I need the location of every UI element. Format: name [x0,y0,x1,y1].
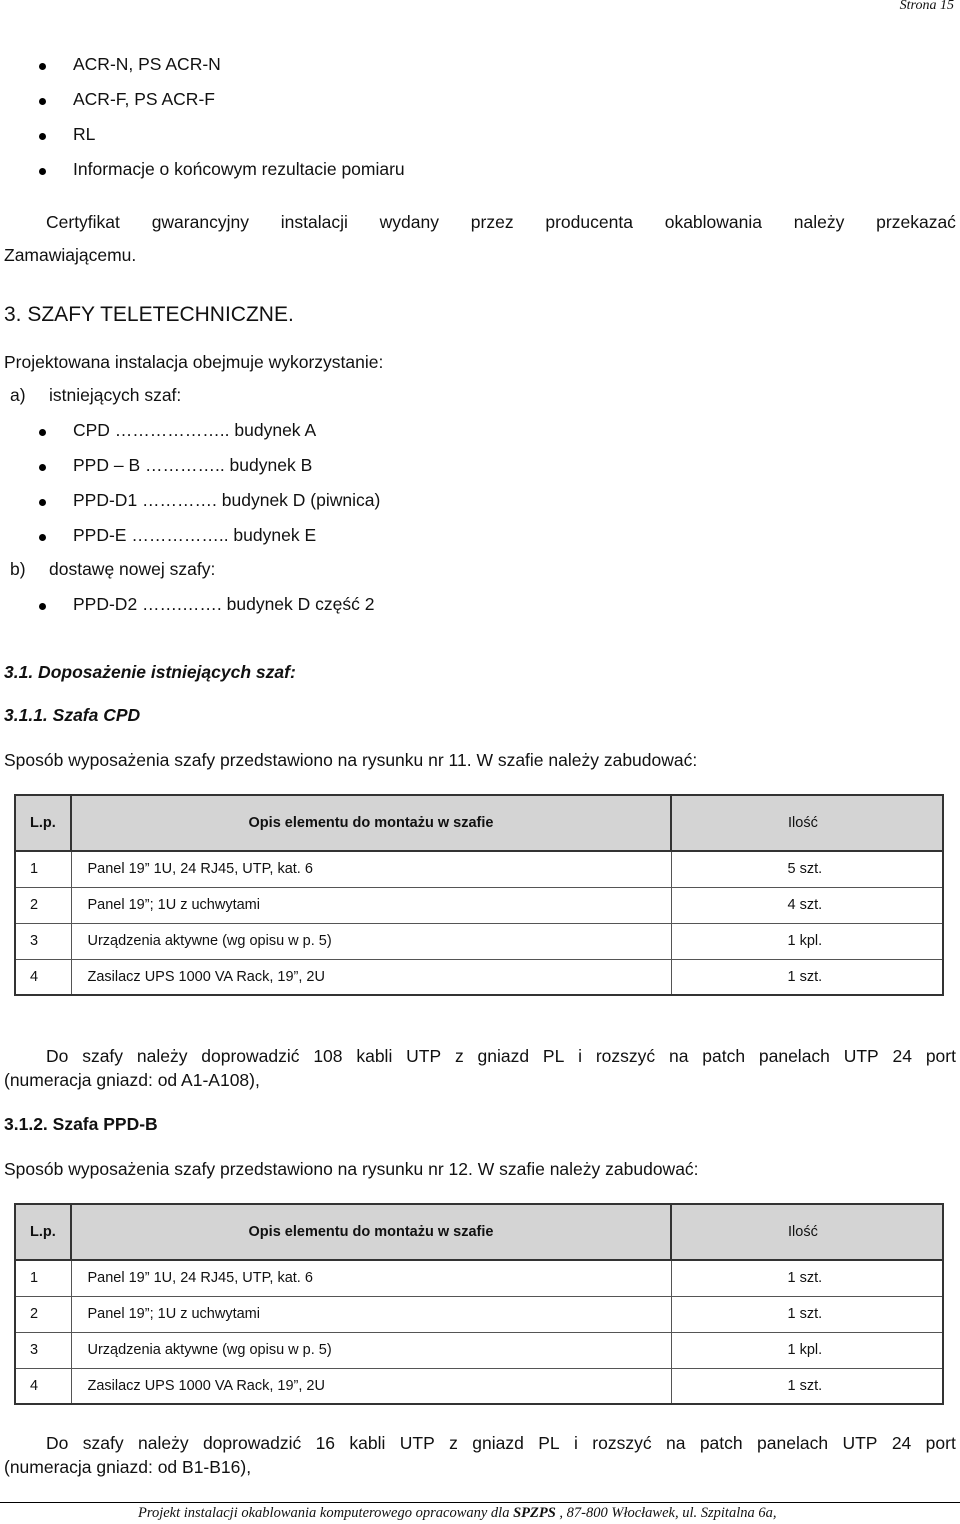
table-cell: 1 [15,1260,71,1296]
cabling-note-line2: (numeracja gniazd: od A1-A108), [4,1070,260,1090]
table-cell: 3 [15,1332,71,1368]
paragraph-word: PL [538,1433,560,1453]
bullet-icon [39,464,46,471]
column-header: Opis elementu do montażu w szafie [71,795,671,851]
table-header-row [15,1204,943,1260]
paragraph-word: szafy [82,1433,124,1453]
section-intro: Projektowana instalacja obejmuje wykorzystanie: [4,352,384,372]
paragraph-word: UTP [406,1046,442,1066]
paragraph-word: panelach [757,1433,829,1453]
paragraph-word: gniazd [472,1433,524,1453]
cabling-note-line1 [46,1433,956,1454]
paragraph-word: UTP [843,1046,879,1066]
paragraph-word: okablowania [664,212,763,232]
column-header: Opis elementu do montażu w szafie [71,1204,671,1260]
table-row [15,1260,943,1296]
paragraph-word: instalacji [280,212,348,232]
table-cell: 4 [15,959,71,995]
cabinet-item: PPD-D1 …………. budynek D (piwnica) [73,490,381,510]
paragraph-word: patch [702,1046,746,1066]
table-row [15,1332,943,1368]
table-cell: Panel 19” 1U, 24 RJ45, UTP, kat. 6 [71,1260,671,1296]
paragraph-word: i [578,1046,583,1066]
paragraph-word: Certyfikat [46,212,120,232]
bullet-icon [39,499,46,506]
list-b-label: dostawę nowej szafy: [49,559,216,579]
column-header: Ilość [671,795,943,851]
page-number: Strona 15 [899,0,954,13]
bullet-icon [39,534,46,541]
paragraph-word: 24 [892,1046,913,1066]
equipment-table [14,794,944,996]
paragraph-word: UTP [399,1433,435,1453]
list-item: ACR-N, PS ACR-N [73,54,221,74]
list-b-marker: b) [10,559,26,579]
column-header: L.p. [15,795,71,851]
footer-text: Projekt instalacji okablowania komputerowego opracowany dla [138,1505,514,1521]
paragraph-word: doprowadzić [202,1433,302,1453]
subsection-heading: 3.1.2. Szafa PPD-B [4,1114,158,1134]
footer-organization: SPZPS [513,1505,556,1521]
table-cell: 2 [15,887,71,923]
table-cell: 1 szt. [671,1368,943,1404]
paragraph-word: należy [136,1046,188,1066]
table-cell: Panel 19”; 1U z uchwytami [71,1296,671,1332]
table-header-row [15,795,943,851]
bullet-icon [39,429,46,436]
list-a-marker: a) [10,385,26,405]
table-cell: Zasilacz UPS 1000 VA Rack, 19”, 2U [71,1368,671,1404]
table-cell: 4 [15,1368,71,1404]
cabling-note-line2: (numeracja gniazd: od B1-B16), [4,1457,252,1477]
paragraph-word: 108 [313,1046,343,1066]
bullet-icon [39,603,46,610]
paragraph-word: z [454,1046,464,1066]
certificate-paragraph-line2: Zamawiającemu. [4,245,137,265]
table-cell: 4 szt. [671,887,943,923]
bullet-icon [39,133,46,140]
paragraph-word: Do [46,1046,69,1066]
cabinet-item: CPD ……………….. budynek A [73,420,317,440]
paragraph-word: należy [137,1433,189,1453]
paragraph-word: rozszyć [595,1046,656,1066]
section-heading: 3. SZAFY TELETECHNICZNE. [4,303,294,326]
paragraph-word: producenta [545,212,633,232]
paragraph-word: Do [46,1433,69,1453]
table-cell: Panel 19” 1U, 24 RJ45, UTP, kat. 6 [71,851,671,887]
table-intro: Sposób wyposażenia szafy przedstawiono na rysunku nr 11. W szafie należy zabudować: [4,750,698,770]
paragraph-word: na [665,1433,686,1453]
table-cell: 1 szt. [671,1260,943,1296]
footer-address: , 87-800 Włocławek, ul. Szpitalna 6a, [555,1505,777,1521]
table-row [15,1368,943,1404]
paragraph-word: port [925,1046,956,1066]
table-cell: Zasilacz UPS 1000 VA Rack, 19”, 2U [71,959,671,995]
paragraph-word: rozszyć [592,1433,652,1453]
table-row [15,959,943,995]
column-header: L.p. [15,1204,71,1260]
list-a-label: istniejących szaf: [49,385,182,405]
table-cell: Urządzenia aktywne (wg opisu w p. 5) [71,923,671,959]
paragraph-word: port [925,1433,956,1453]
paragraph-word: kabli [349,1433,386,1453]
paragraph-word: kabli [356,1046,393,1066]
table-cell: 1 kpl. [671,1332,943,1368]
paragraph-word: i [574,1433,578,1453]
list-item: RL [73,124,96,144]
paragraph-word: 16 [315,1433,336,1453]
table-cell: 1 kpl. [671,923,943,959]
bullet-icon [39,168,46,175]
paragraph-word: gwarancyjny [151,212,249,232]
paragraph-word: doprowadzić [201,1046,300,1066]
table-cell: Panel 19”; 1U z uchwytami [71,887,671,923]
table-cell: Urządzenia aktywne (wg opisu w p. 5) [71,1332,671,1368]
paragraph-word: na [668,1046,689,1066]
table-row [15,923,943,959]
paragraph-word: gniazd [477,1046,530,1066]
table-cell: 3 [15,923,71,959]
paragraph-word: wydany [379,212,439,232]
column-header: Ilość [671,1204,943,1260]
page-footer [138,1505,776,1522]
paragraph-word: szafy [82,1046,124,1066]
paragraph-word: przez [470,212,514,232]
bullet-icon [39,63,46,70]
certificate-paragraph-line1 [46,212,956,233]
paragraph-word: przekazać [876,212,956,232]
cabinet-item: PPD – B ………….. budynek B [73,455,313,475]
list-item: Informacje o końcowym rezultacie pomiaru [73,159,405,179]
table-cell: 5 szt. [671,851,943,887]
paragraph-word: UTP [842,1433,878,1453]
table-row [15,887,943,923]
table-cell: 1 szt. [671,1296,943,1332]
table-cell: 1 [15,851,71,887]
list-item: ACR-F, PS ACR-F [73,89,215,109]
subsection-heading: 3.1.1. Szafa CPD [4,705,141,725]
paragraph-word: panelach [758,1046,830,1066]
table-row [15,1296,943,1332]
paragraph-word: PL [542,1046,565,1066]
cabling-note-line1 [46,1046,956,1067]
paragraph-word: patch [699,1433,743,1453]
paragraph-word: należy [793,212,845,232]
paragraph-word: 24 [891,1433,912,1453]
table-intro: Sposób wyposażenia szafy przedstawiono na rysunku nr 12. W szafie należy zabudować: [4,1159,699,1179]
cabinet-item: PPD-E …………….. budynek E [73,525,317,545]
table-cell: 1 szt. [671,959,943,995]
subsection-heading: 3.1. Doposażenie istniejących szaf: [4,662,296,682]
cabinet-item: PPD-D2 …….……. budynek D część 2 [73,594,375,614]
table-cell: 2 [15,1296,71,1332]
paragraph-word: z [449,1433,458,1453]
bullet-icon [39,98,46,105]
footer-divider [0,1502,960,1503]
equipment-table [14,1203,944,1405]
table-row [15,851,943,887]
